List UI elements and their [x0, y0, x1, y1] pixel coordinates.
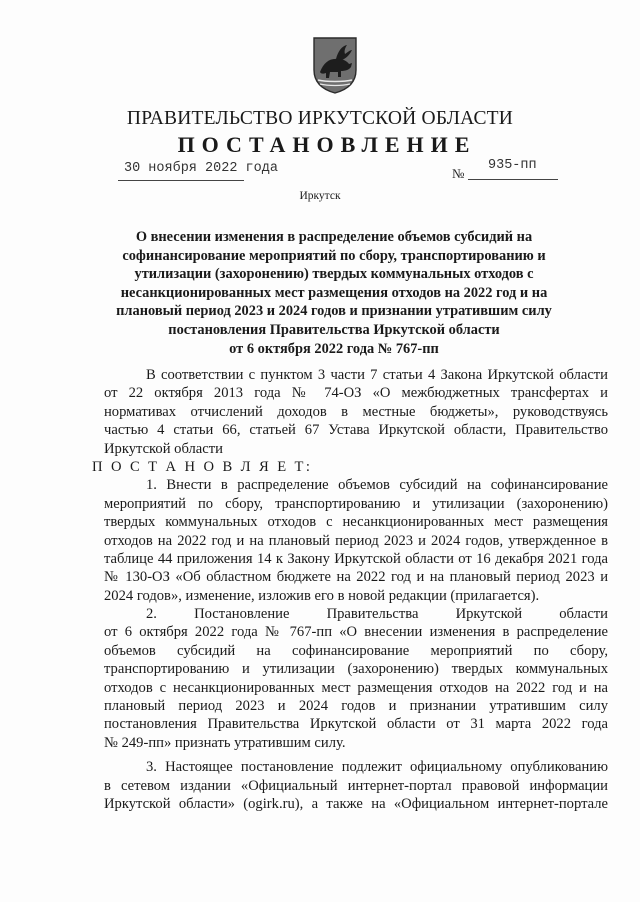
decree-word: П О С Т А Н О В Л Я Е Т: — [92, 458, 313, 475]
item2-line: постановления Правительства Иркутской области от 31 марта 2022 года — [104, 716, 608, 733]
heading-line: О внесении изменения в распределение объемов субсидий на — [135, 229, 533, 245]
item1-line: мероприятий по сбору, транспортированию и утилизации (захоронению) — [104, 495, 608, 512]
heading-line: несанкционированных мест размещения отходов на 2022 год и на — [120, 284, 548, 301]
heading-line: утилизации (захоронению) твердых коммунальных отходов с — [134, 266, 534, 283]
preamble-line: В соответствии с пунктом 3 части 7 статьи 4 Закона Иркутской области — [146, 367, 608, 383]
preamble-line: от 22 октября 2013 года № 74-ОЗ «О межбюджетных трансфертах и — [104, 385, 608, 402]
item1-line: отходов на 2022 год и на плановый период 2023 и 2024 годов, утвержденное в — [104, 532, 608, 549]
number-underline — [468, 179, 558, 180]
city-name: Иркутск — [299, 190, 341, 202]
heading-line: плановый период 2023 и 2024 годов и признании утратившим силу — [116, 303, 552, 320]
government-name: ПРАВИТЕЛЬСТВО ИРКУТСКОЙ ОБЛАСТИ — [126, 108, 514, 129]
document-date: 30 ноября 2022 года — [124, 161, 278, 176]
item2-line: плановый период 2023 и 2024 годов и признании утратившим силу — [104, 698, 608, 715]
irkutsk-coat-of-arms — [312, 36, 358, 94]
preamble-line: частью 4 статьи 66, статьей 67 Устава Иркутской области, Правительство — [104, 422, 608, 439]
number-sign: № — [452, 166, 465, 181]
preamble-line: Иркутской области — [104, 440, 223, 457]
document-number: 935-пп — [488, 158, 537, 173]
item1-line: твердых коммунальных отходов с несанкционированных мест размещения — [104, 514, 608, 531]
document-type-title: ПОСТАНОВЛЕНИЕ — [177, 132, 477, 157]
item2-line: № 249-пп» признать утратившим силу. — [104, 734, 346, 751]
item3-line: в сетевом издании «Официальный интернет-портал правовой информации — [104, 777, 608, 794]
item2-line: отходов с несанкционированных мест размещения отходов на 2022 год и на — [104, 679, 608, 696]
item2-line: 2. Постановление Правительства Иркутской области — [146, 606, 608, 623]
heading-line: от 6 октября 2022 года № 767-пп — [229, 340, 439, 357]
item3-line: Иркутской области» (ogirk.ru), а также на «Официальном интернет-портале — [104, 795, 608, 812]
heading-line: постановления Правительства Иркутской области — [168, 321, 500, 338]
item3-line: 3. Настоящее постановление подлежит официальному опубликованию — [146, 759, 608, 776]
item2-line: от 6 октября 2022 года № 767-пп «О внесении изменения в распределение — [104, 624, 608, 641]
item1-line: таблице 44 приложения 14 к Закону Иркутской области от 16 декабря 2021 года — [104, 550, 608, 567]
item1-line: 2024 годов», изменение, изложив его в новой редакции (прилагается). — [104, 587, 540, 604]
document-body — [92, 366, 608, 813]
item1-line: № 130-ОЗ «Об областном бюджете на 2022 год и на плановый период 2023 и — [104, 569, 608, 586]
preamble-line: нормативах отчислений доходов в местные бюджеты», руководствуясь — [104, 403, 608, 420]
item2-line: объемов субсидий на софинансирование мероприятий по сбору, — [104, 642, 608, 659]
date-underline — [118, 180, 244, 181]
item1-line: 1. Внести в распределение объемов субсидий на софинансирование — [146, 477, 608, 494]
document-heading — [100, 228, 568, 358]
heading-line: софинансирование мероприятий по сбору, транспортированию и — [122, 247, 546, 264]
item2-line: транспортированию и утилизации (захоронению) твердых коммунальных — [104, 661, 608, 678]
